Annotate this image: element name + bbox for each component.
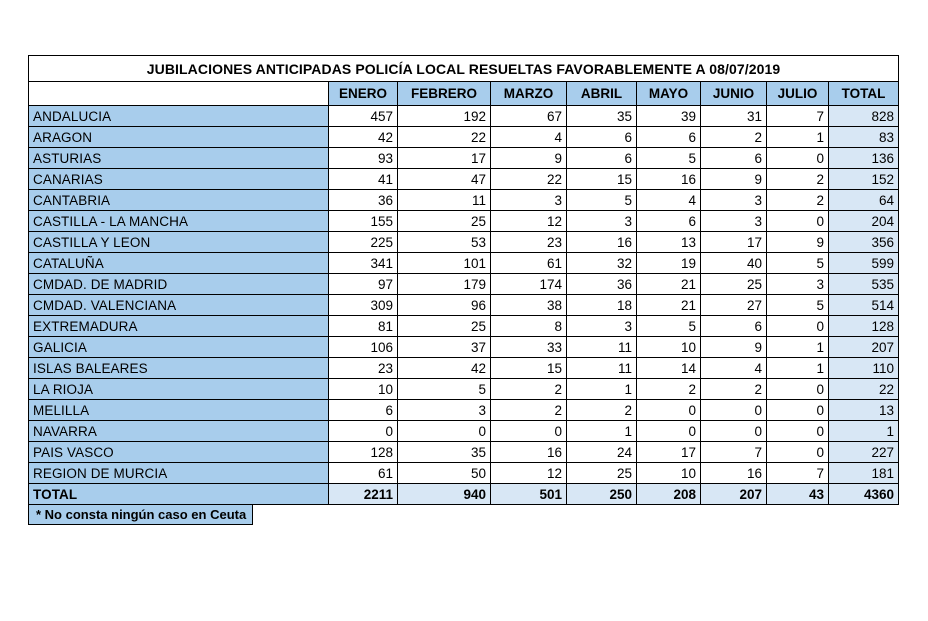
row-label: NAVARRA (29, 421, 329, 442)
cell-marzo: 174 (491, 274, 567, 295)
cell-marzo: 3 (491, 190, 567, 211)
row-label: CASTILLA Y LEON (29, 232, 329, 253)
cell-julio: 2 (767, 190, 829, 211)
row-label: CANTABRIA (29, 190, 329, 211)
cell-julio: 0 (767, 316, 829, 337)
table-row (29, 169, 899, 190)
cell-mayo: 6 (637, 127, 701, 148)
total-marzo: 501 (491, 484, 567, 505)
cell-mayo: 17 (637, 442, 701, 463)
header-corner-cell (29, 82, 329, 106)
cell-total: 83 (829, 127, 899, 148)
cell-junio: 16 (701, 463, 767, 484)
row-label: PAIS VASCO (29, 442, 329, 463)
cell-abril: 11 (567, 358, 637, 379)
table-row (29, 421, 899, 442)
cell-mayo: 5 (637, 148, 701, 169)
cell-junio: 4 (701, 358, 767, 379)
cell-enero: 61 (329, 463, 398, 484)
cell-marzo: 22 (491, 169, 567, 190)
row-label: CANARIAS (29, 169, 329, 190)
cell-julio: 0 (767, 211, 829, 232)
table-row (29, 379, 899, 400)
cell-enero: 97 (329, 274, 398, 295)
cell-marzo: 4 (491, 127, 567, 148)
cell-junio: 0 (701, 421, 767, 442)
table-row (29, 463, 899, 484)
table-row (29, 400, 899, 421)
cell-febrero: 42 (398, 358, 491, 379)
cell-enero: 42 (329, 127, 398, 148)
cell-total: 1 (829, 421, 899, 442)
total-febrero: 940 (398, 484, 491, 505)
cell-abril: 1 (567, 379, 637, 400)
cell-febrero: 11 (398, 190, 491, 211)
total-abril: 250 (567, 484, 637, 505)
row-label: ISLAS BALEARES (29, 358, 329, 379)
cell-junio: 7 (701, 442, 767, 463)
row-label: CASTILLA - LA MANCHA (29, 211, 329, 232)
column-header-enero: ENERO (329, 82, 398, 106)
cell-enero: 128 (329, 442, 398, 463)
page-title: JUBILACIONES ANTICIPADAS POLICÍA LOCAL RESUELTAS FAVORABLEMENTE A 08/07/2019 (29, 56, 899, 82)
cell-abril: 15 (567, 169, 637, 190)
cell-total: 181 (829, 463, 899, 484)
row-label: CMDAD. VALENCIANA (29, 295, 329, 316)
cell-marzo: 12 (491, 463, 567, 484)
cell-total: 535 (829, 274, 899, 295)
cell-febrero: 53 (398, 232, 491, 253)
cell-total: 227 (829, 442, 899, 463)
total-grand: 4360 (829, 484, 899, 505)
table-row (29, 295, 899, 316)
cell-julio: 5 (767, 253, 829, 274)
cell-abril: 24 (567, 442, 637, 463)
cell-junio: 2 (701, 379, 767, 400)
column-header-total: TOTAL (829, 82, 899, 106)
cell-marzo: 12 (491, 211, 567, 232)
cell-mayo: 2 (637, 379, 701, 400)
table-row (29, 148, 899, 169)
cell-abril: 1 (567, 421, 637, 442)
cell-abril: 36 (567, 274, 637, 295)
cell-marzo: 8 (491, 316, 567, 337)
row-label: EXTREMADURA (29, 316, 329, 337)
cell-junio: 9 (701, 337, 767, 358)
table-body (29, 56, 899, 505)
table-row (29, 358, 899, 379)
cell-marzo: 2 (491, 379, 567, 400)
cell-enero: 23 (329, 358, 398, 379)
cell-junio: 0 (701, 400, 767, 421)
cell-julio: 0 (767, 400, 829, 421)
cell-julio: 9 (767, 232, 829, 253)
cell-total: 356 (829, 232, 899, 253)
cell-junio: 17 (701, 232, 767, 253)
cell-julio: 5 (767, 295, 829, 316)
cell-febrero: 5 (398, 379, 491, 400)
cell-mayo: 39 (637, 106, 701, 127)
total-row-label: TOTAL (29, 484, 329, 505)
cell-junio: 6 (701, 148, 767, 169)
row-label: CATALUÑA (29, 253, 329, 274)
cell-febrero: 101 (398, 253, 491, 274)
cell-total: 136 (829, 148, 899, 169)
cell-abril: 5 (567, 190, 637, 211)
cell-febrero: 37 (398, 337, 491, 358)
total-junio: 207 (701, 484, 767, 505)
cell-abril: 11 (567, 337, 637, 358)
cell-abril: 3 (567, 316, 637, 337)
cell-enero: 81 (329, 316, 398, 337)
cell-abril: 18 (567, 295, 637, 316)
table-title-row (29, 56, 899, 82)
cell-mayo: 13 (637, 232, 701, 253)
table-row (29, 232, 899, 253)
cell-total: 128 (829, 316, 899, 337)
cell-julio: 7 (767, 106, 829, 127)
cell-mayo: 19 (637, 253, 701, 274)
cell-total: 828 (829, 106, 899, 127)
cell-enero: 106 (329, 337, 398, 358)
cell-febrero: 179 (398, 274, 491, 295)
cell-febrero: 96 (398, 295, 491, 316)
cell-total: 110 (829, 358, 899, 379)
total-mayo: 208 (637, 484, 701, 505)
table-row (29, 253, 899, 274)
cell-abril: 2 (567, 400, 637, 421)
cell-febrero: 192 (398, 106, 491, 127)
cell-mayo: 16 (637, 169, 701, 190)
cell-total: 13 (829, 400, 899, 421)
cell-junio: 25 (701, 274, 767, 295)
total-enero: 2211 (329, 484, 398, 505)
cell-marzo: 38 (491, 295, 567, 316)
cell-julio: 1 (767, 127, 829, 148)
table-row (29, 190, 899, 211)
cell-enero: 225 (329, 232, 398, 253)
column-header-julio: JULIO (767, 82, 829, 106)
cell-abril: 6 (567, 127, 637, 148)
table-row (29, 274, 899, 295)
cell-junio: 40 (701, 253, 767, 274)
cell-marzo: 16 (491, 442, 567, 463)
table-row (29, 106, 899, 127)
cell-julio: 1 (767, 358, 829, 379)
cell-junio: 3 (701, 190, 767, 211)
row-label: MELILLA (29, 400, 329, 421)
table-header-row (29, 82, 899, 106)
cell-total: 152 (829, 169, 899, 190)
table-total-row (29, 484, 899, 505)
row-label: ANDALUCIA (29, 106, 329, 127)
cell-total: 22 (829, 379, 899, 400)
cell-total: 207 (829, 337, 899, 358)
row-label: ARAGON (29, 127, 329, 148)
cell-junio: 3 (701, 211, 767, 232)
table-row (29, 211, 899, 232)
cell-julio: 0 (767, 442, 829, 463)
cell-total: 514 (829, 295, 899, 316)
cell-febrero: 25 (398, 316, 491, 337)
cell-enero: 10 (329, 379, 398, 400)
cell-febrero: 17 (398, 148, 491, 169)
cell-mayo: 5 (637, 316, 701, 337)
cell-febrero: 35 (398, 442, 491, 463)
table-row (29, 316, 899, 337)
row-label: REGION DE MURCIA (29, 463, 329, 484)
cell-enero: 93 (329, 148, 398, 169)
cell-enero: 36 (329, 190, 398, 211)
total-julio: 43 (767, 484, 829, 505)
row-label: GALICIA (29, 337, 329, 358)
cell-junio: 9 (701, 169, 767, 190)
cell-marzo: 0 (491, 421, 567, 442)
cell-mayo: 6 (637, 211, 701, 232)
table-row (29, 442, 899, 463)
jubilaciones-table (28, 55, 899, 505)
table-row (29, 127, 899, 148)
spreadsheet-area (28, 55, 895, 525)
footnote-text: * No consta ningún caso en Ceuta (28, 505, 253, 525)
cell-marzo: 23 (491, 232, 567, 253)
cell-enero: 0 (329, 421, 398, 442)
cell-mayo: 21 (637, 274, 701, 295)
cell-marzo: 9 (491, 148, 567, 169)
cell-junio: 31 (701, 106, 767, 127)
cell-mayo: 4 (637, 190, 701, 211)
cell-enero: 6 (329, 400, 398, 421)
cell-abril: 16 (567, 232, 637, 253)
cell-mayo: 0 (637, 421, 701, 442)
cell-febrero: 50 (398, 463, 491, 484)
cell-marzo: 61 (491, 253, 567, 274)
cell-febrero: 3 (398, 400, 491, 421)
footnote-row (28, 505, 881, 525)
column-header-mayo: MAYO (637, 82, 701, 106)
cell-abril: 6 (567, 148, 637, 169)
cell-julio: 1 (767, 337, 829, 358)
cell-marzo: 33 (491, 337, 567, 358)
column-header-abril: ABRIL (567, 82, 637, 106)
cell-julio: 0 (767, 421, 829, 442)
cell-febrero: 47 (398, 169, 491, 190)
cell-julio: 0 (767, 379, 829, 400)
cell-julio: 2 (767, 169, 829, 190)
column-header-febrero: FEBRERO (398, 82, 491, 106)
cell-mayo: 21 (637, 295, 701, 316)
cell-enero: 41 (329, 169, 398, 190)
cell-junio: 27 (701, 295, 767, 316)
row-label: ASTURIAS (29, 148, 329, 169)
cell-mayo: 10 (637, 337, 701, 358)
cell-mayo: 10 (637, 463, 701, 484)
cell-enero: 457 (329, 106, 398, 127)
row-label: LA RIOJA (29, 379, 329, 400)
cell-enero: 155 (329, 211, 398, 232)
column-header-junio: JUNIO (701, 82, 767, 106)
cell-julio: 3 (767, 274, 829, 295)
cell-enero: 341 (329, 253, 398, 274)
cell-febrero: 0 (398, 421, 491, 442)
cell-julio: 0 (767, 148, 829, 169)
cell-julio: 7 (767, 463, 829, 484)
cell-febrero: 25 (398, 211, 491, 232)
cell-abril: 35 (567, 106, 637, 127)
cell-marzo: 15 (491, 358, 567, 379)
cell-total: 599 (829, 253, 899, 274)
cell-marzo: 2 (491, 400, 567, 421)
row-label: CMDAD. DE MADRID (29, 274, 329, 295)
cell-total: 204 (829, 211, 899, 232)
cell-mayo: 0 (637, 400, 701, 421)
cell-total: 64 (829, 190, 899, 211)
cell-junio: 2 (701, 127, 767, 148)
cell-mayo: 14 (637, 358, 701, 379)
cell-febrero: 22 (398, 127, 491, 148)
cell-abril: 32 (567, 253, 637, 274)
column-header-marzo: MARZO (491, 82, 567, 106)
cell-junio: 6 (701, 316, 767, 337)
cell-marzo: 67 (491, 106, 567, 127)
table-row (29, 337, 899, 358)
cell-abril: 3 (567, 211, 637, 232)
cell-enero: 309 (329, 295, 398, 316)
cell-abril: 25 (567, 463, 637, 484)
